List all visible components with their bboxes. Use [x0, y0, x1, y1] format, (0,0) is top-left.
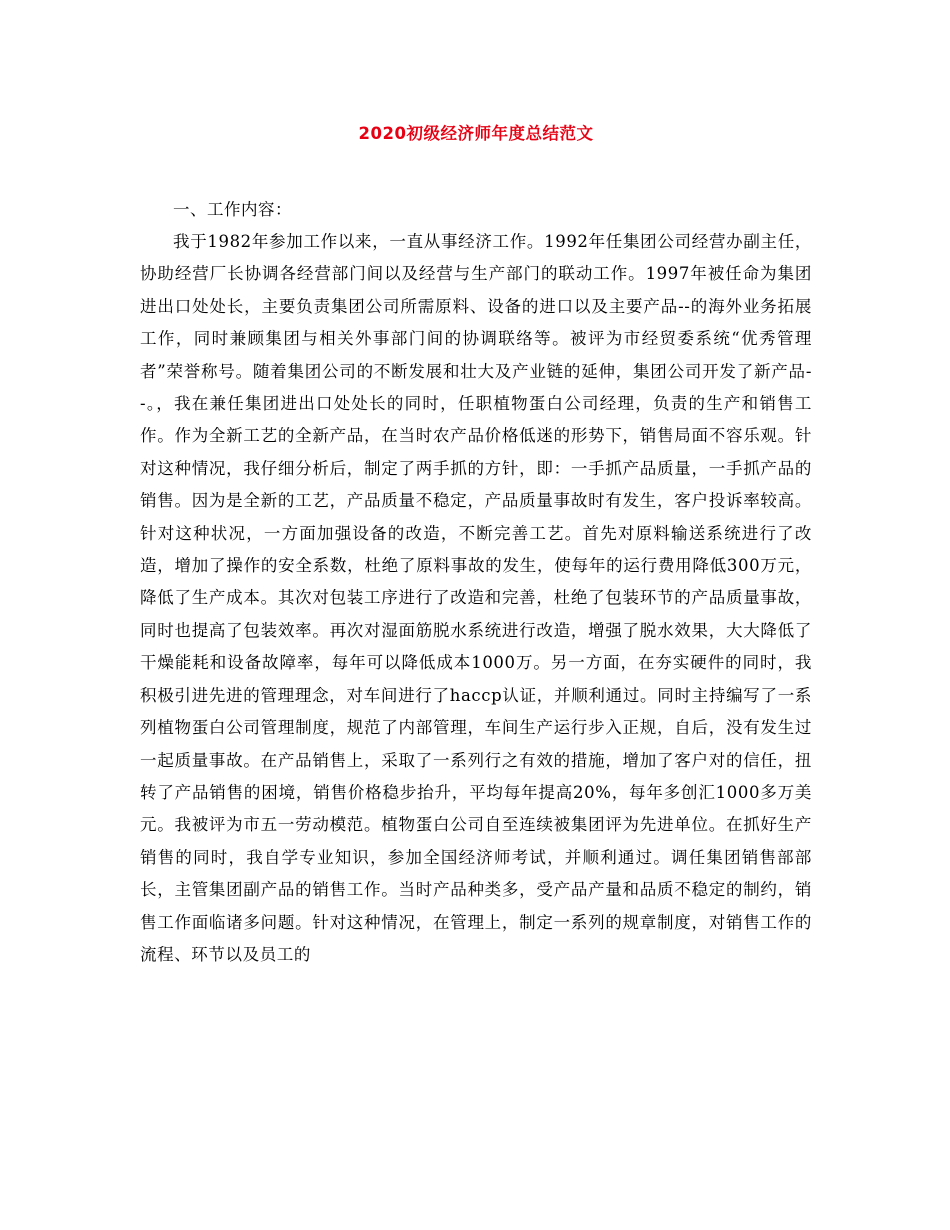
body-paragraph: 我于1982年参加工作以来，一直从事经济工作。1992年任集团公司经营办副主任，协助经营厂长协调各经营部门间以及经营与生产部门的联动工作。1997年被任命为集团进出口处处长，主要负责集团公司所需原料、设备的进口以及主要产品--的海外业务拓展工作，同时兼顾集团与相关外事部门间的协调联络等。被评为市经贸委系统“优秀管理者”荣誉称号。随着集团公司的不断发展和壮大及产业链的延伸，集团公司开发了新产品--。，我在兼任集团进出口处处长的同时，任职植物蛋白公司经理，负责的生产和销售工作。作为全新工艺的全新产品，在当时农产品价格低迷的形势下，销售局面不容乐观。针对这种情况，我仔细分析后，制定了两手抓的方针，即：一手抓产品质量，一手抓产品的销售。因为是全新的工艺，产品质量不稳定，产品质量事故时有发生，客户投诉率较高。针对这种状况，一方面加强设备的改造，不断完善工艺。首先对原料输送系统进行了改造，增加了操作的安全系数，杜绝了原料事故的发生，使每年的运行费用降低300万元，降低了生产成本。其次对包装工序进行了改造和完善，杜绝了包装环节的产品质量事故，同时也提高了包装效率。再次对湿面筋脱水系统进行改造，增强了脱水效果，大大降低了干燥能耗和设备故障率，每年可以降低成本1000万。另一方面，在夯实硬件的同时，我积极引进先进的管理理念，对车间进行了haccp认证，并顺利通过。同时主持编写了一系列植物蛋白公司管理制度，规范了内部管理，车间生产运行步入正规，自后，没有发生过一起质量事故。在产品销售上，采取了一系列行之有效的措施，增加了客户对的信任，扭转了产品销售的困境，销售价格稳步抬升，平均每年提高20%，每年多创汇1000多万美元。我被评为市五一劳动模范。植物蛋白公司自至连续被集团评为先进单位。在抓好生产销售的同时，我自学专业知识，参加全国经济师考试，并顺利通过。调任集团销售部部长，主管集团副产品的销售工作。当时产品种类多，受产品产量和品质不稳定的制约，销售工作面临诸多问题。针对这种情况，在管理上，制定一系列的规章制度，对销售工作的流程、环节以及员工的	[140, 232, 812, 964]
document-title: 2020初级经济师年度总结范文	[358, 124, 594, 143]
document-page	[140, 122, 812, 971]
section-heading: 一、工作内容：	[173, 200, 292, 219]
